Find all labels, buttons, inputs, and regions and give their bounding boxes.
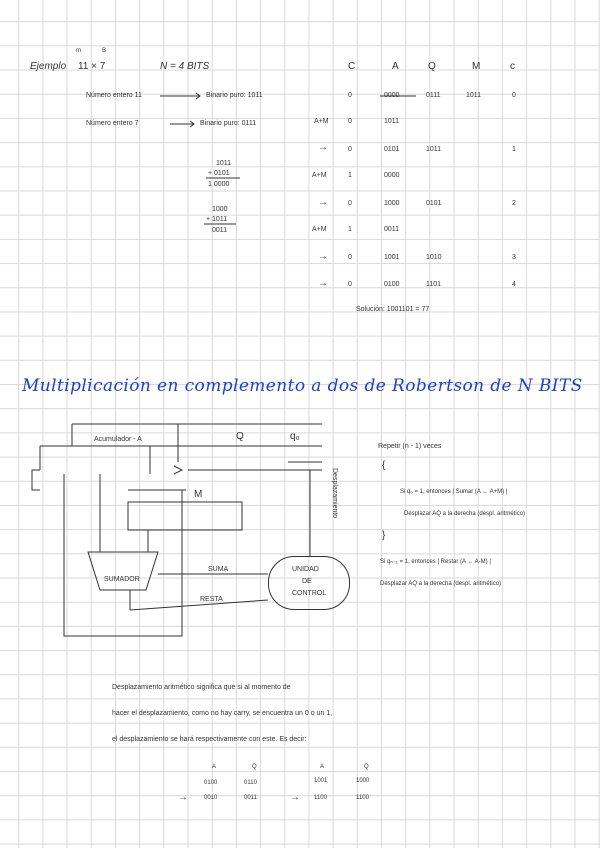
notes-line3: el desplazamiento se hará respectivamente con este. Es decir:: [112, 736, 307, 743]
suma-label: SUMA: [208, 566, 229, 573]
cell-c: 0: [348, 281, 352, 288]
cell-op: →: [318, 142, 328, 153]
cell-a: 0011: [384, 226, 400, 233]
cell-c: 0: [348, 92, 352, 99]
algo-if1: Si q₀ = 1, entonces | Sumar (A ← A+M) |: [400, 489, 508, 495]
sumador-label: SUMADOR: [104, 576, 140, 583]
ex-right-h2: Q: [364, 764, 369, 770]
ex-right-r1a: 1001: [314, 778, 328, 784]
ex-right-h1: A: [320, 764, 325, 770]
cell-c: 1: [348, 172, 352, 179]
solution: Solución: 1001101 = 77: [356, 306, 430, 313]
control-line2: DE: [302, 578, 312, 585]
algo-if2: Si qₙ₋₁ = 1, entonces | Restar (A ← A-M) |: [380, 559, 491, 565]
m-marker: m: [76, 48, 81, 54]
cell-q: 0111: [426, 92, 441, 99]
ex-left-r1a: 0100: [204, 780, 218, 786]
cell-op: A+M: [314, 118, 329, 125]
notes-line1: Desplazamiento aritmético significa que si al momento de: [112, 684, 291, 691]
cell-count: 1: [512, 146, 516, 153]
b-marker: B: [102, 48, 107, 54]
cell-count: 2: [512, 200, 516, 207]
desplazamiento-label: Desplazamiento: [331, 468, 338, 519]
sum1-b: + 0101: [208, 170, 230, 177]
cell-a: 0100: [384, 281, 400, 288]
cell-a: 0000: [384, 92, 400, 99]
ex-right-r2a: 1100: [314, 795, 327, 801]
m-label: M: [194, 489, 203, 500]
ex-left-r1b: 0110: [244, 780, 257, 786]
cell-a: 0000: [384, 172, 400, 179]
cell-count: 0: [512, 92, 516, 99]
hdr-q: Q: [428, 61, 436, 72]
algo-shift2: Desplazar AQ a la derecha (despl. aritmético): [380, 581, 502, 587]
sum1-a: 1011: [216, 160, 232, 167]
hdr-m: M: [472, 61, 481, 72]
nbits-label: N = 4 BITS: [160, 61, 210, 72]
ex-left-h2: Q: [252, 764, 257, 770]
algo-open: {: [382, 460, 386, 471]
ex-right-r1b: 1000: [356, 778, 370, 784]
hdr-c: C: [348, 61, 356, 72]
line1-right: Binario puro: 1011: [206, 92, 263, 99]
cell-m: 1011: [466, 92, 482, 99]
cell-op: A+M: [312, 172, 327, 179]
hdr-a: A: [392, 61, 399, 72]
acumulador-label: Acumulador - A: [94, 436, 142, 443]
cell-count: 3: [512, 254, 516, 261]
q-label: Q: [236, 431, 244, 442]
algo-repeat: Repetir (n - 1) veces: [378, 443, 442, 450]
cell-c: 0: [348, 254, 352, 261]
line1-left: Número entero 11: [86, 92, 142, 99]
ex-left-r2a: 0010: [204, 795, 218, 801]
cell-c: 0: [348, 200, 352, 207]
cell-op: →: [318, 251, 328, 262]
ex-right-r2b: 1100: [356, 795, 369, 801]
cell-q: 0101: [426, 200, 442, 207]
cell-a: 1000: [384, 200, 400, 207]
q0-label: q₀: [290, 431, 300, 442]
cell-c: 0: [348, 146, 352, 153]
cell-c: 0: [348, 118, 352, 125]
ex-left-r2b: 0011: [244, 795, 257, 801]
sum2-b: + 1011: [206, 216, 228, 223]
line2-left: Número entero 7: [86, 120, 139, 127]
control-line1: UNIDAD: [292, 566, 319, 573]
cell-a: 1011: [384, 118, 400, 125]
resta-label: RESTA: [200, 596, 223, 603]
cell-c: 1: [348, 226, 352, 233]
cell-count: 4: [512, 281, 516, 288]
ex-left-h1: A: [212, 764, 217, 770]
cell-q: 1011: [426, 146, 442, 153]
algo-close: }: [382, 530, 386, 541]
line2-right: Binario puro: 0111: [200, 120, 257, 127]
cell-op: →: [318, 197, 328, 208]
cell-op: →: [318, 278, 328, 289]
cell-q: 1010: [426, 254, 442, 261]
cell-q: 1101: [426, 281, 442, 288]
example-expr: 11 × 7: [78, 61, 106, 72]
sum2-a: 1000: [212, 206, 228, 213]
cell-op: A+M: [312, 226, 327, 233]
algo-shift1: Desplazar AQ a la derecha (despl. aritmético): [404, 511, 526, 517]
control-line3: CONTROL: [292, 590, 327, 597]
sum1-r: 1 0000: [208, 181, 230, 188]
cell-a: 0101: [384, 146, 400, 153]
example-label: Ejemplo: [30, 61, 67, 72]
cell-a: 1001: [384, 254, 400, 261]
hdr-count: c: [510, 61, 515, 72]
section-title: Multiplicación en complemento a dos de Robertson de N BITS: [22, 376, 583, 396]
ex-left-arrow: →: [178, 792, 188, 803]
notes-line2: hacer el desplazamiento, como no hay carry, se encuentra un 0 o un 1,: [112, 710, 333, 717]
sum2-r: 0011: [212, 227, 228, 234]
ex-right-arrow: →: [290, 792, 300, 803]
